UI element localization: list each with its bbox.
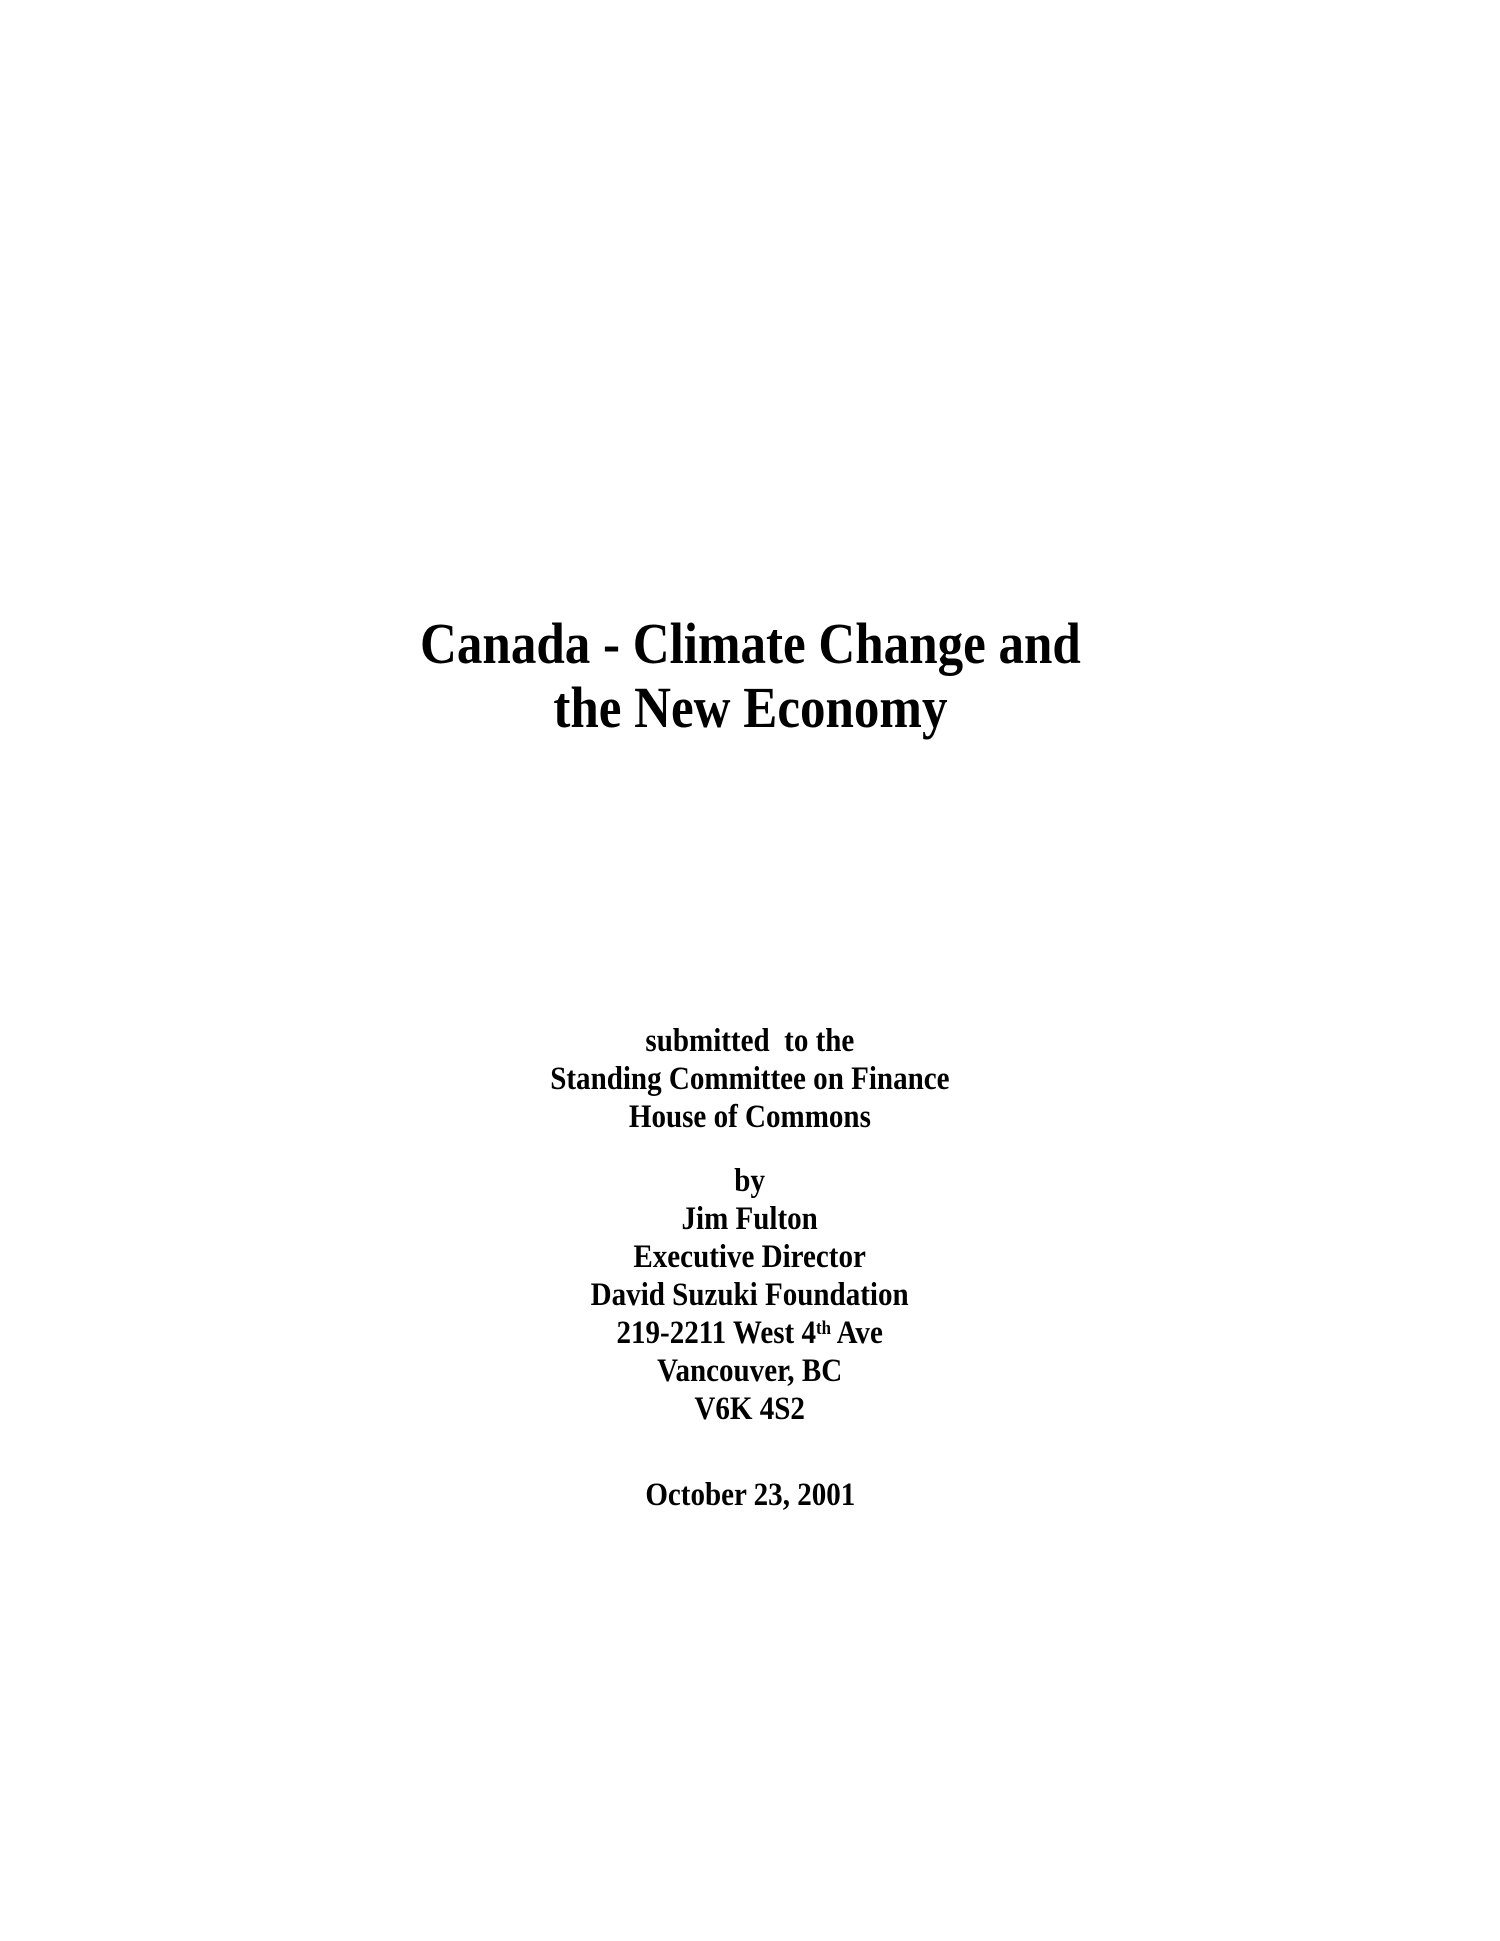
address-street-line [591,1314,909,1352]
street-ordinal-suffix: th [816,1317,832,1339]
address-postal-line: V6K 4S2 [694,1391,806,1427]
house-of-commons-line: House of Commons [628,1099,871,1135]
author-name: Jim Fulton [681,1201,819,1237]
submission-block [0,1022,1500,1136]
document-date [0,1476,1500,1514]
street-number: 219-2211 West 4 [616,1315,817,1351]
author-block [0,1162,1500,1428]
address-city-line: Vancouver, BC [657,1353,843,1389]
committee-line: Standing Committee on Finance [550,1061,950,1097]
document-title [0,612,1500,740]
title-line-2: the New Economy [552,675,948,740]
date-line: October 23, 2001 [645,1477,855,1513]
street-avenue: Ave [831,1315,884,1351]
author-organization: David Suzuki Foundation [591,1277,909,1313]
submitted-to-line: submitted to the [645,1023,855,1059]
title-line-1: Canada - Climate Change and [419,611,1081,676]
by-label: by [734,1163,766,1199]
author-role: Executive Director [633,1239,867,1275]
